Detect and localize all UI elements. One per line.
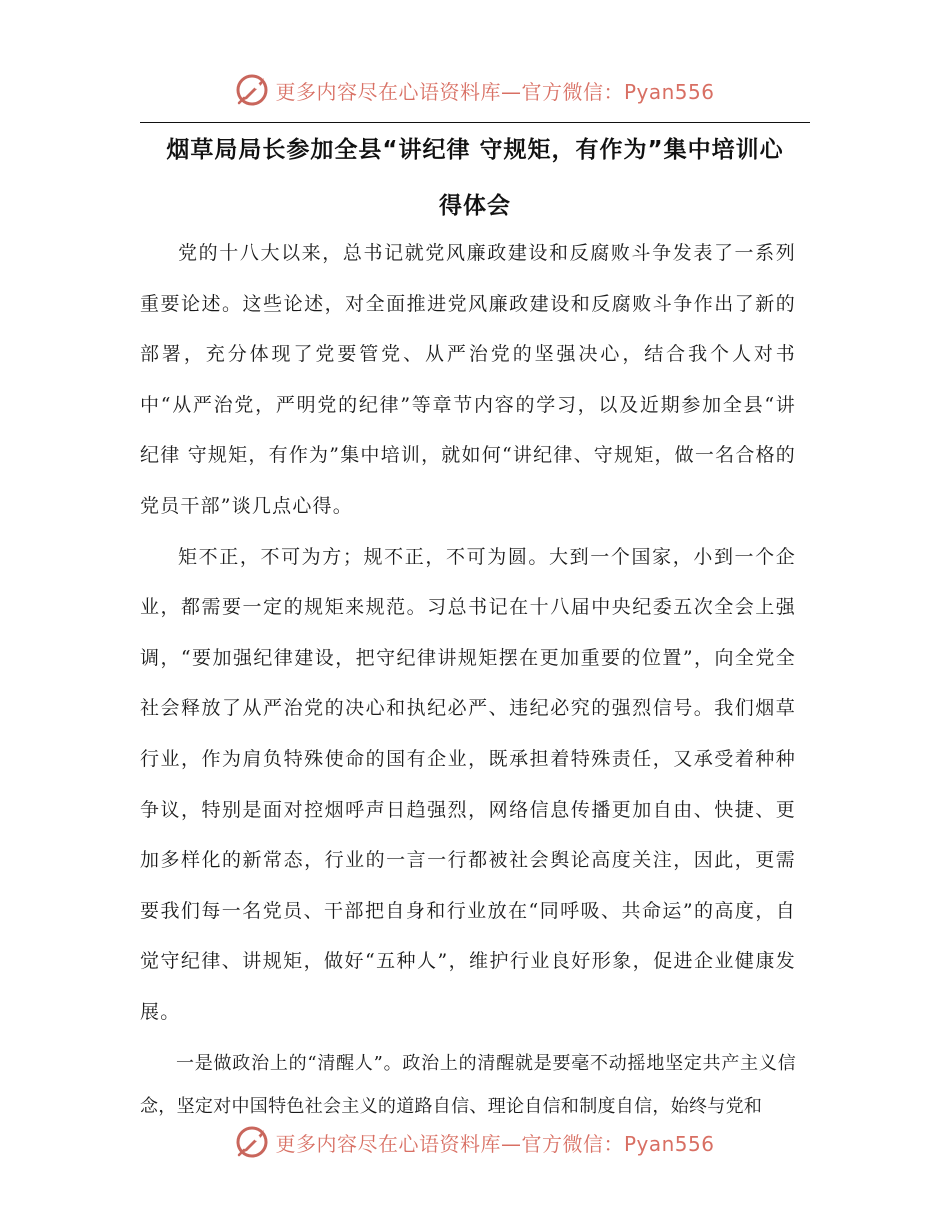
title-line-2: 得体会 [439,193,511,219]
paragraph-3: 一是做政治上的“清醒人”。政治上的清醒就是要毫不动摇地坚定共产主义信念，坚定对中国特色社会主义的道路自信、理论自信和制度自信，始终与党和 [140,1052,796,1117]
document-body [140,228,796,1128]
header-watermark [0,68,950,112]
quill-seal-logo-icon [235,73,269,107]
footer-watermark-text: 更多内容尽在心语资料库—官方微信：Pyan556 [275,1131,715,1156]
footer-watermark [0,1120,950,1164]
document-title [140,122,810,234]
paragraph-1: 党的十八大以来，总书记就党风廉政建设和反腐败斗争发表了一系列重要论述。这些论述，对全面推进党风廉政建设和反腐败斗争作出了新的部署，充分体现了党要管党、从严治党的坚强决心，结合我个人对书中“从严治党，严明党的纪律”等章节内容的学习，以及近期参加全县“讲纪律 守规矩，有作为”集中培训，就如何“讲纪律、守规矩，做一名合格的党员干部”谈几点心得。 [140,242,796,517]
title-line-1: 烟草局局长参加全县“讲纪律 守规矩，有作为”集中培训心 [166,137,784,163]
paragraph-2: 矩不正，不可为方；规不正，不可为圆。大到一个国家，小到一个企业，都需要一定的规矩来规范。习总书记在十八届中央纪委五次全会上强调，“要加强纪律建设，把守纪律讲规矩摆在更加重要的位置”，向全党全社会释放了从严治党的决心和执纪必严、违纪必究的强烈信号。我们烟草行业，作为肩负特殊使命的国有企业，既承担着特殊责任，又承受着种种争议，特别是面对控烟呼声日趋强烈，网络信息传播更加自由、快捷、更加多样化的新常态，行业的一言一行都被社会舆论高度关注，因此，更需要我们每一名党员、干部把自身和行业放在“同呼吸、共命运”的高度，自觉守纪律、讲规矩，做好“五种人”，维护行业良好形象，促进企业健康发展。 [140,545,796,1023]
quill-seal-logo-icon [235,1125,269,1159]
header-watermark-text: 更多内容尽在心语资料库—官方微信：Pyan556 [275,79,715,104]
